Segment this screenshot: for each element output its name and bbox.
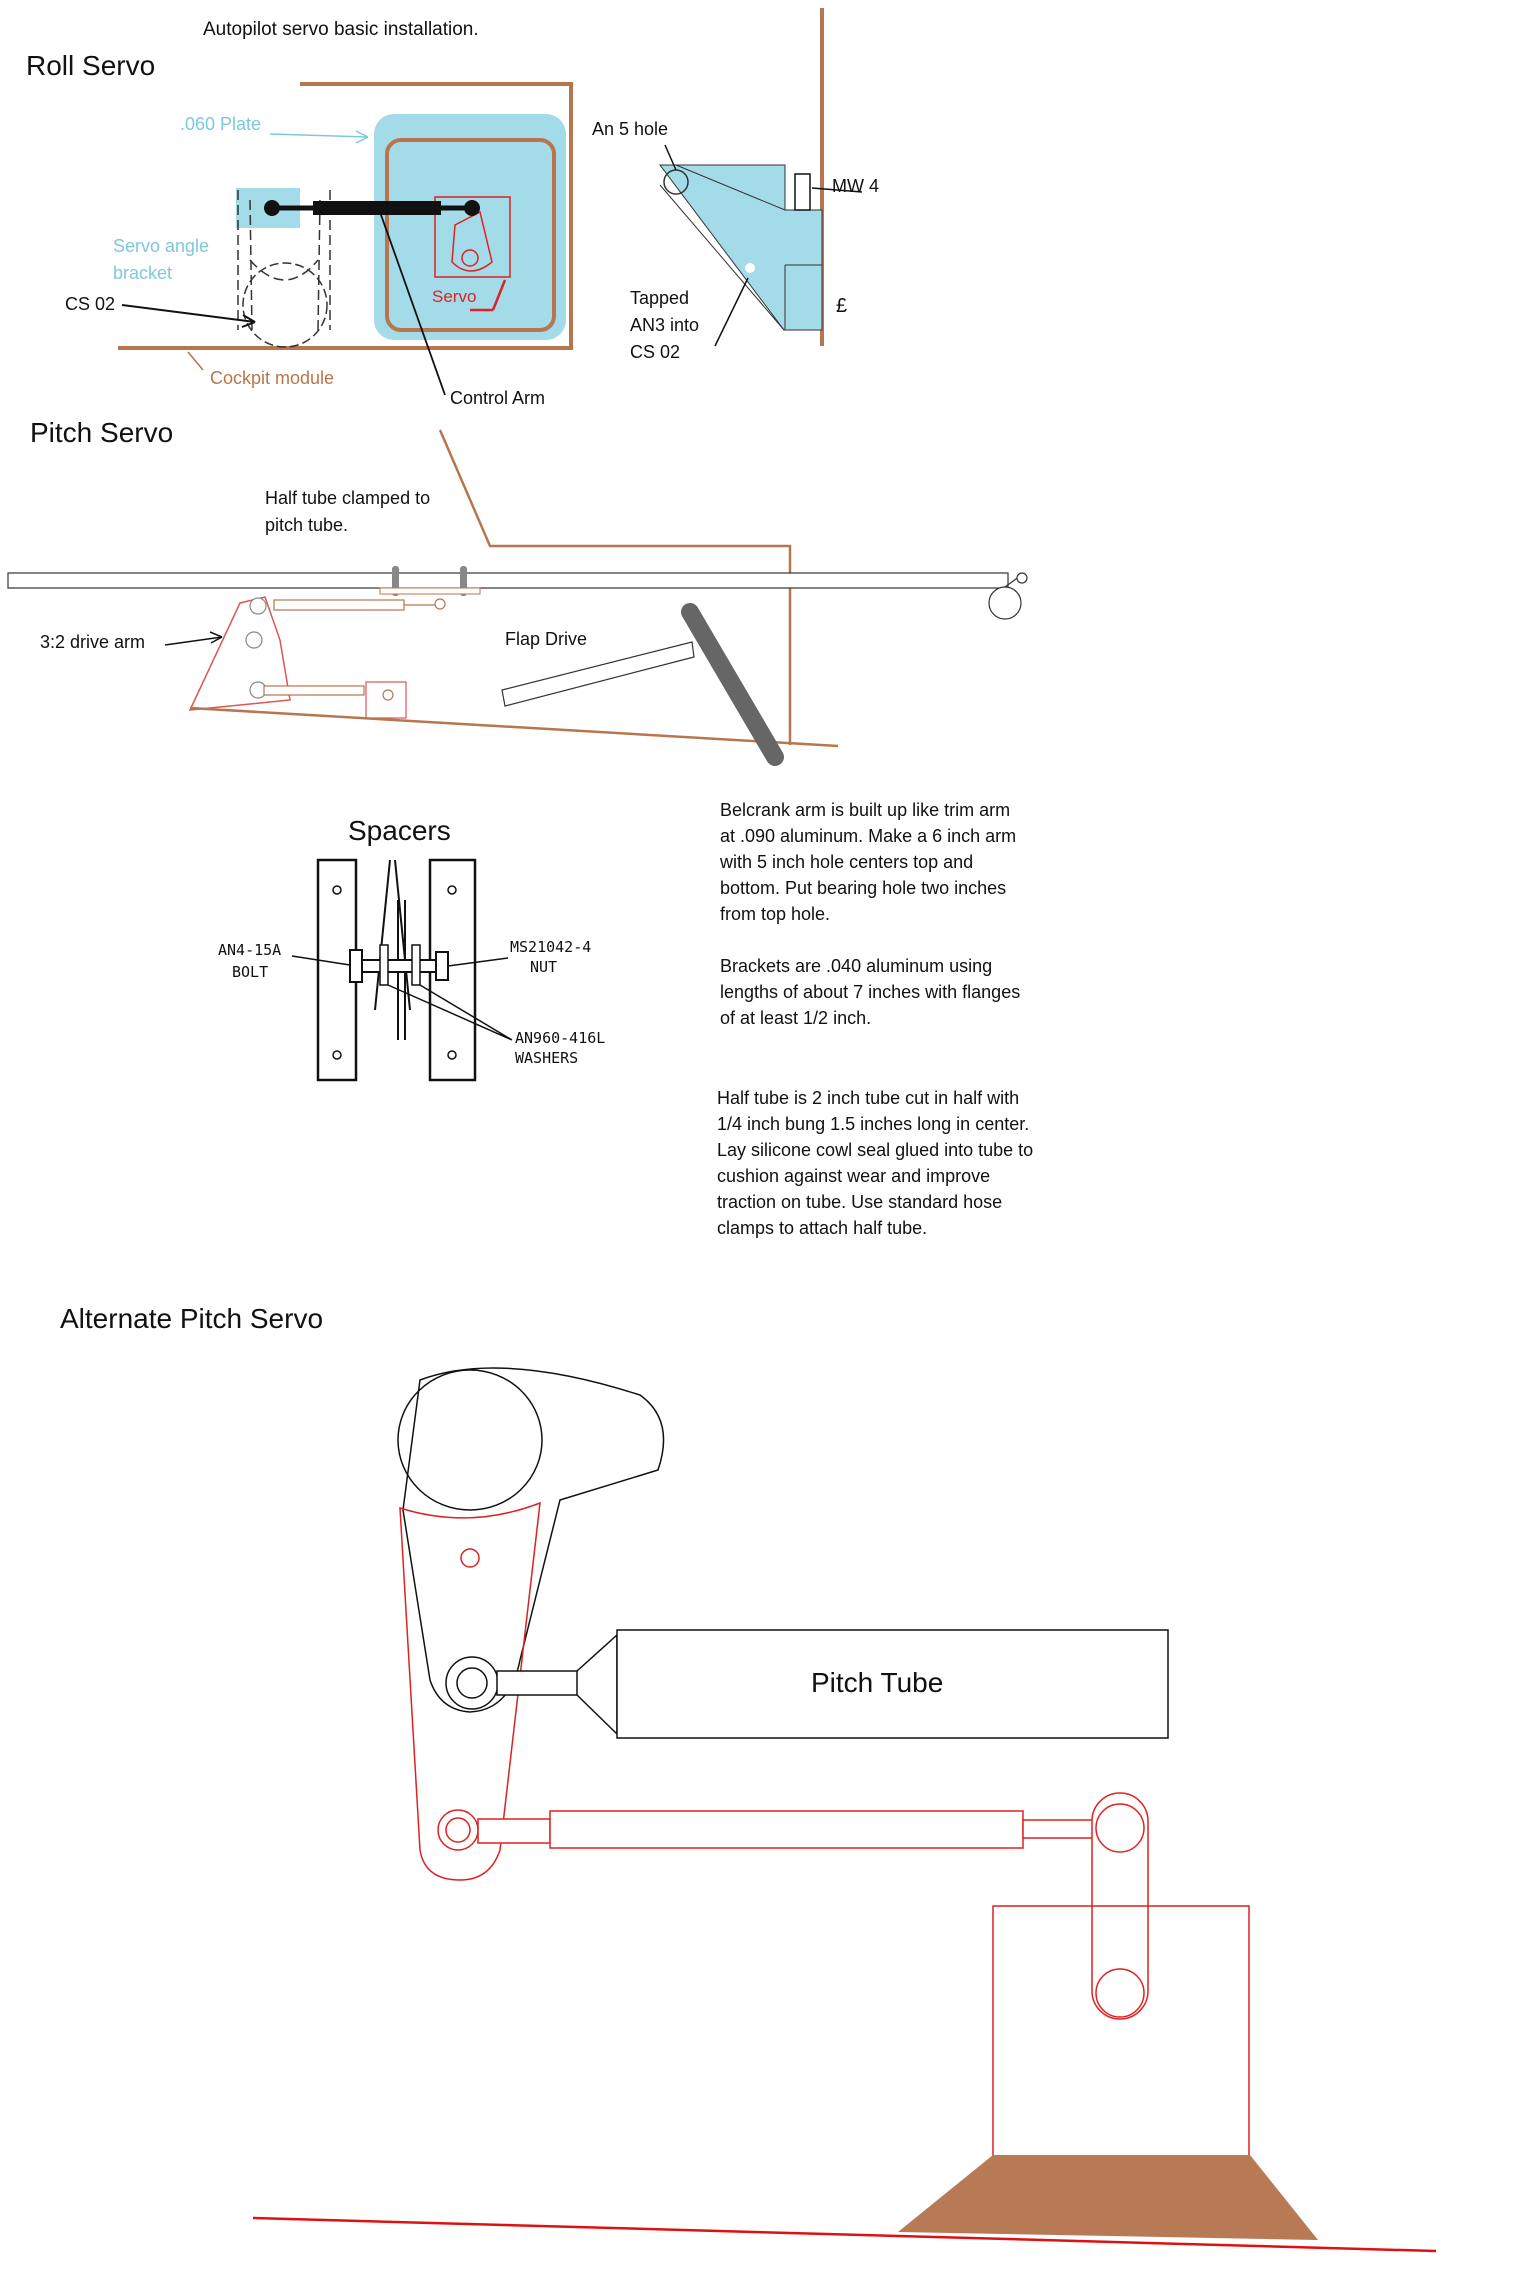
flap-drive-label: Flap Drive	[505, 629, 588, 649]
cockpit-leader	[188, 352, 203, 370]
alternate-heading: Alternate Pitch Servo	[60, 1303, 324, 1334]
spacer-bolt	[350, 960, 445, 972]
halftube-note-line1: Half tube is 2 inch tube cut in half with	[717, 1088, 1020, 1108]
alternate-pitch-section	[60, 1303, 1436, 2251]
halftube-note-line5: traction on tube. Use standard hose	[717, 1192, 1003, 1212]
upper-pushrod	[274, 600, 404, 610]
pitch-servo-heading: Pitch Servo	[30, 417, 174, 448]
bellcrank-pivot-inner	[457, 1668, 487, 1698]
bellcrank-arm	[690, 612, 775, 757]
pitch-tube-label: Pitch Tube	[811, 1667, 944, 1698]
flap-drive-bar	[502, 642, 694, 706]
cockpit-label: Cockpit module	[210, 368, 335, 388]
bolt-label-line2: BOLT	[232, 963, 269, 981]
an5-label: An 5 hole	[592, 119, 669, 139]
half-tube-label-line1: Half tube clamped to	[265, 488, 431, 508]
upper-rod-pin	[435, 599, 445, 609]
bolt-label-line1: AN4-15A	[218, 941, 282, 959]
alt-pushrod	[550, 1811, 1023, 1848]
small-mark: £	[836, 295, 848, 317]
spacers-title: Spacers	[348, 815, 451, 846]
plate-leader	[270, 134, 368, 137]
belcrank-note-line5: from top hole.	[720, 904, 831, 924]
servo-mount-pin	[383, 690, 393, 700]
brackets-note-line3: of at least 1/2 inch.	[720, 1008, 872, 1028]
drive-arm-mid-pin	[246, 632, 262, 648]
pitch-tube-taper	[577, 1635, 617, 1734]
drive-arm-top-pin	[250, 598, 266, 614]
red-arm-bottom-inner	[446, 1818, 470, 1842]
bracket-label-line1: Servo angle	[113, 236, 210, 256]
roll-servo-heading: Roll Servo	[26, 50, 156, 81]
nut-label-line2: NUT	[530, 958, 558, 976]
bracket-round	[243, 263, 327, 347]
halftube-note-line4: cushion against wear and improve	[717, 1166, 991, 1186]
mw4-block	[795, 174, 810, 210]
belcrank-note-line2: at .090 aluminum. Make a 6 inch arm	[720, 826, 1017, 846]
rod-end-left	[264, 200, 280, 216]
halftube-note-line3: Lay silicone cowl seal glued into tube to	[717, 1140, 1034, 1160]
tapped-leader	[715, 278, 748, 346]
spacer-bolt-head	[350, 950, 362, 982]
washer-label-line1: AN960-416L	[515, 1029, 606, 1047]
tube-end-pin	[1017, 573, 1027, 583]
alt-pushrod-right-end	[1023, 1820, 1095, 1838]
half-tube-label-line2: pitch tube.	[265, 515, 349, 535]
tube-end-ring	[989, 587, 1021, 619]
plate-060	[374, 114, 566, 340]
red-arm-top-hole	[461, 1549, 479, 1567]
spacer-nut	[436, 952, 448, 980]
lower-pushrod	[264, 686, 364, 695]
servo-arm-bottom-pin	[1096, 1969, 1144, 2017]
belcrank-note-line4: bottom. Put bearing hole two inches	[720, 878, 1007, 898]
mw4-label: MW 4	[832, 176, 879, 196]
half-tube	[380, 588, 480, 594]
washer-label-line2: WASHERS	[515, 1049, 579, 1067]
nut-label-line1: MS21042-4	[510, 938, 592, 956]
belcrank-note-line3: with 5 inch hole centers top and	[720, 852, 974, 872]
tapped-label-line1: Tapped	[630, 288, 690, 308]
servo-arm-top-pin	[1096, 1804, 1144, 1852]
cs02-leader	[122, 305, 255, 322]
servo-label: Servo	[432, 287, 477, 306]
plate-label: .060 Plate	[180, 114, 262, 134]
spacer-washer-a	[380, 945, 388, 985]
alt-pushrod-left-end	[478, 1819, 550, 1843]
brackets-note-line1: Brackets are .040 aluminum using	[720, 956, 993, 976]
servo-base	[898, 2155, 1318, 2240]
spacers-section	[218, 815, 605, 1080]
an3-hole	[745, 263, 755, 273]
bellcrank-hub	[398, 1370, 542, 1510]
pitch-tube-link	[497, 1671, 577, 1695]
rod-end-right	[464, 200, 480, 216]
tapped-label-line2: AN3 into	[630, 315, 700, 335]
tapped-label-line3: CS 02	[630, 342, 681, 362]
pitch-servo-section	[8, 417, 1027, 757]
roll-servo-section	[26, 8, 879, 408]
spacer-washer-b	[412, 945, 420, 985]
pitch-tube	[8, 573, 1008, 588]
belcrank-note-line1: Belcrank arm is built up like trim arm	[720, 800, 1011, 820]
notes-section	[717, 800, 1033, 1238]
control-arm-label: Control Arm	[450, 388, 546, 408]
cs02-label: CS 02	[65, 294, 116, 314]
drive-arm-label: 3:2 drive arm	[40, 632, 146, 652]
halftube-note-line6: clamps to attach half tube.	[717, 1218, 928, 1238]
bracket-label-line2: bracket	[113, 263, 173, 283]
halftube-note-line2: 1/4 inch bung 1.5 inches long in center.	[717, 1114, 1030, 1134]
brackets-note-line2: lengths of about 7 inches with flanges	[720, 982, 1021, 1002]
page-title: Autopilot servo basic installation.	[203, 19, 479, 40]
